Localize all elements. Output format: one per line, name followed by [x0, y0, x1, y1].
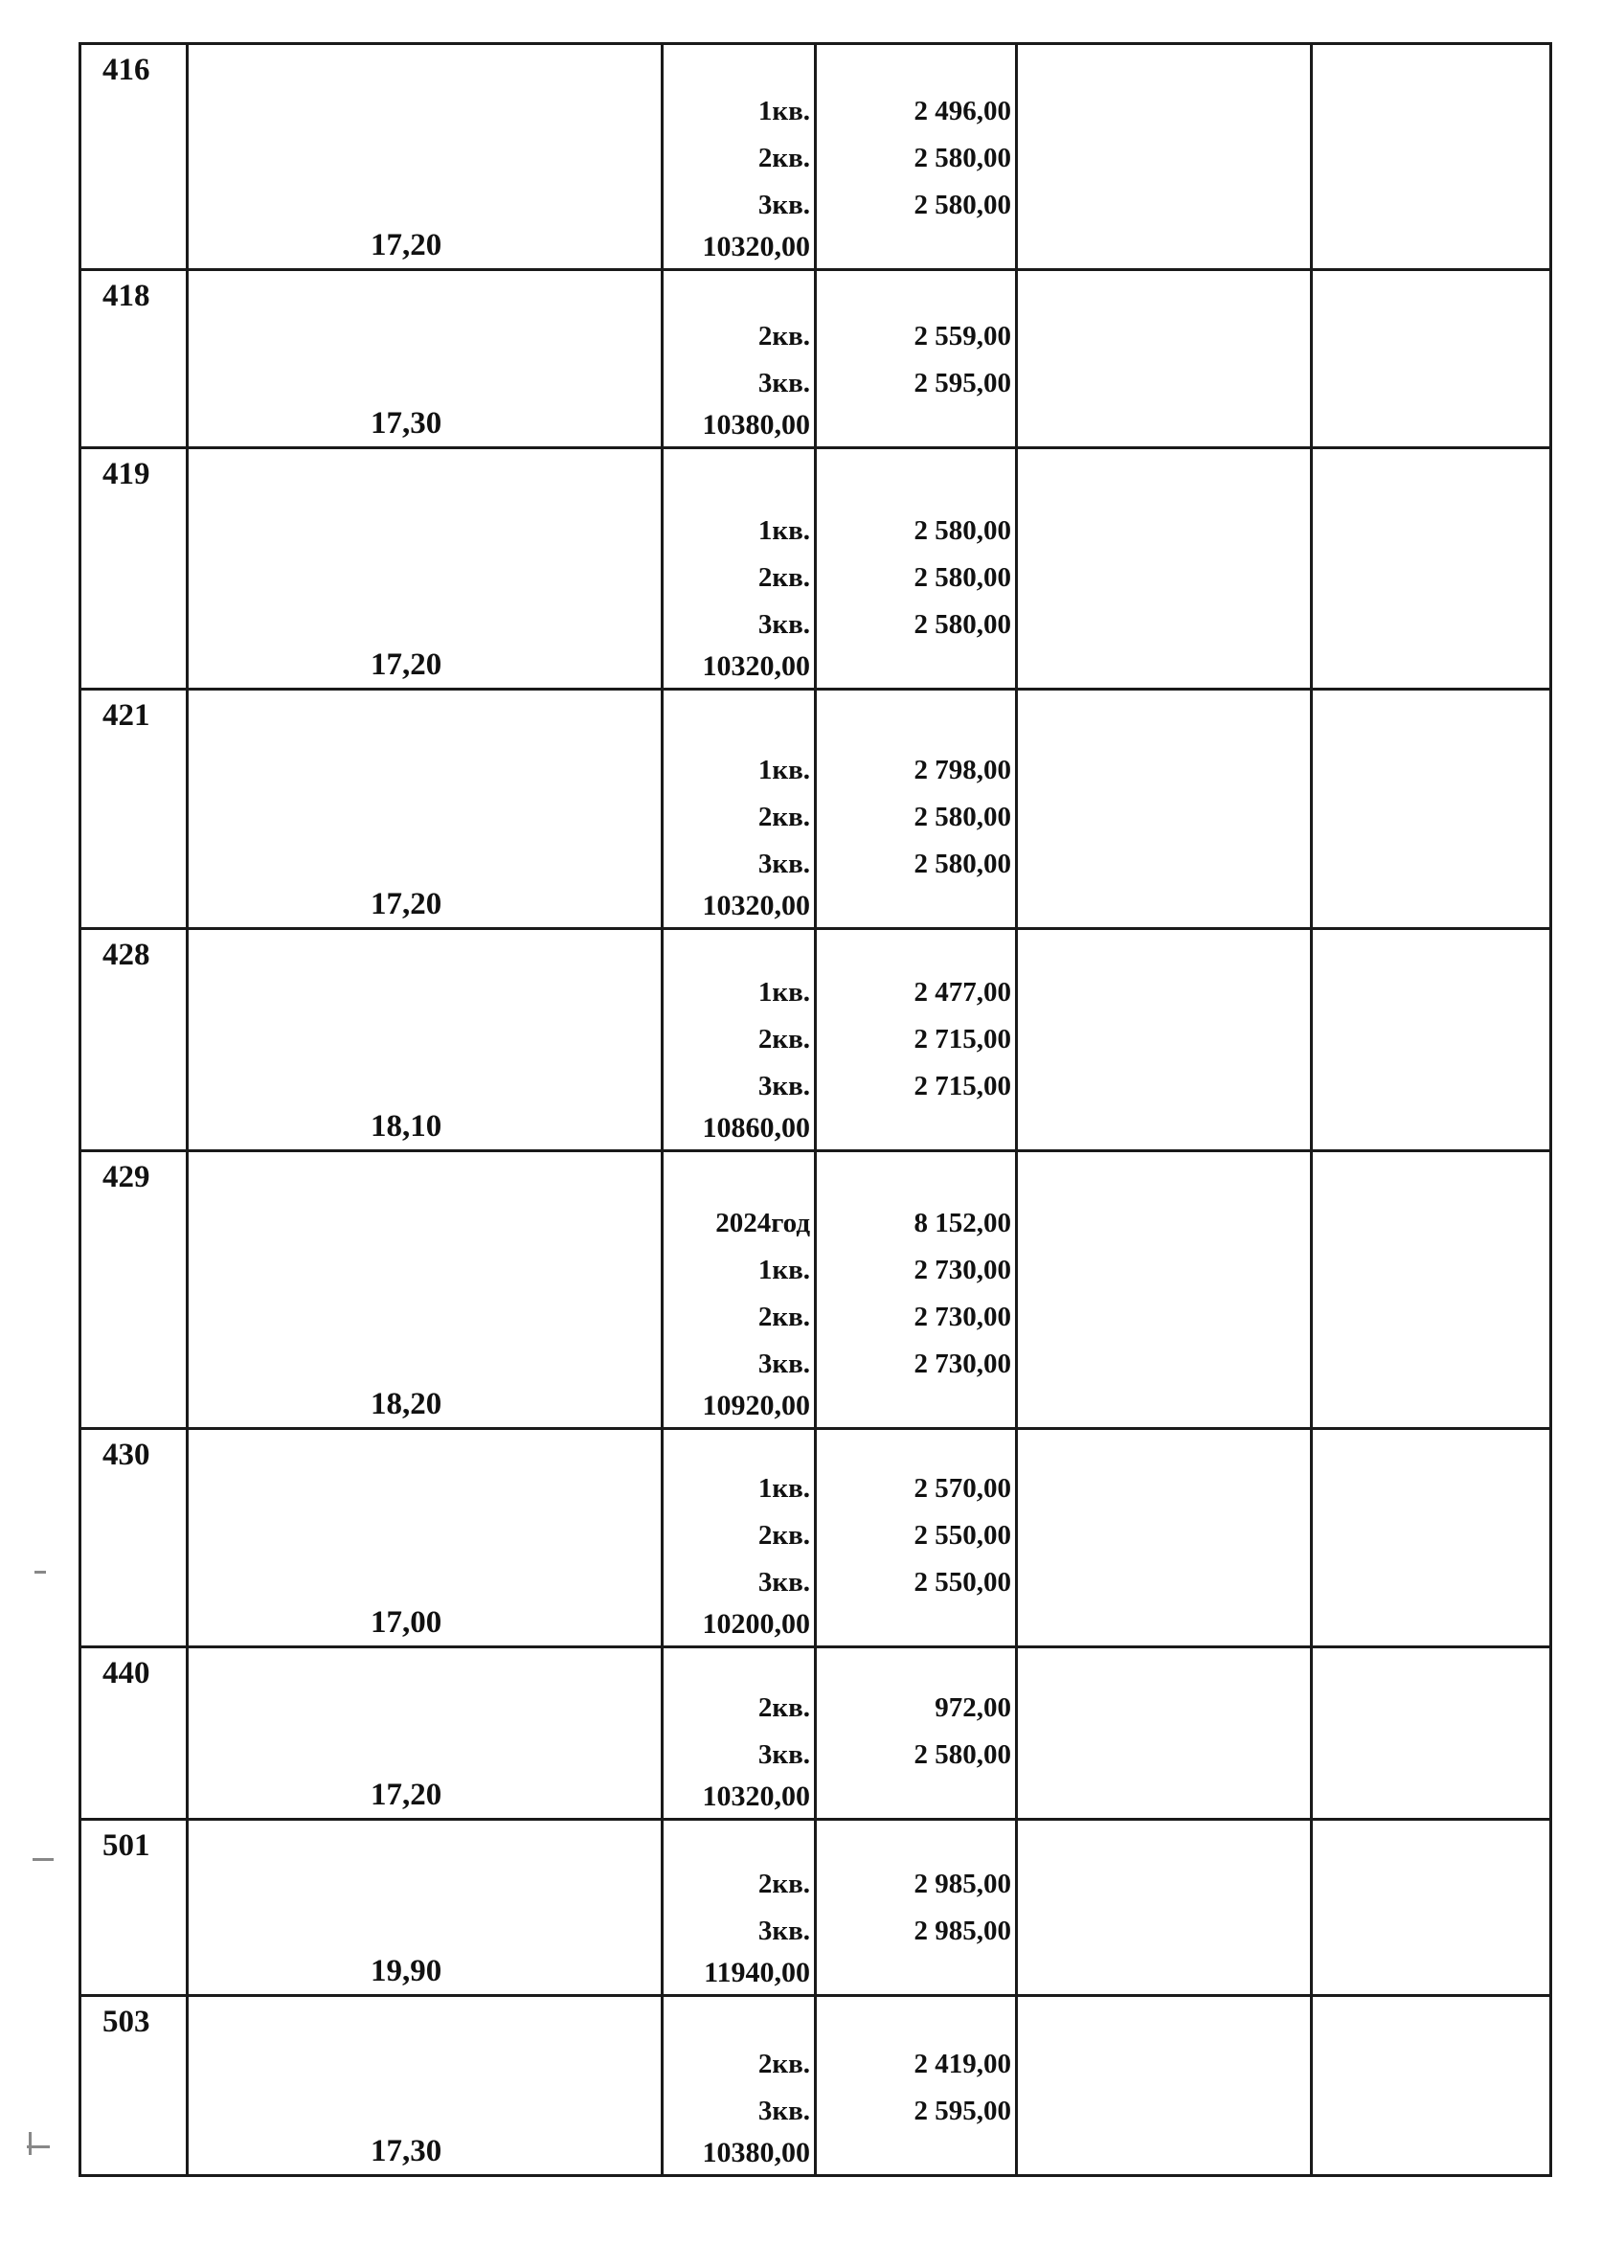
empty-cell — [1017, 929, 1312, 1151]
payment-amount: 2 496,00 — [914, 96, 1011, 126]
scan-mark — [33, 1858, 54, 1861]
period-cell — [663, 1820, 816, 1996]
empty-cell — [1017, 44, 1312, 270]
scan-mark — [34, 1571, 46, 1574]
table-row — [80, 44, 1551, 270]
area-cell — [188, 448, 663, 690]
area-value: 17,30 — [371, 406, 442, 441]
empty-cell — [1017, 1429, 1312, 1647]
empty-cell — [1017, 1820, 1312, 1996]
period-label: 2кв. — [757, 1024, 810, 1055]
period-label: 2кв. — [757, 1302, 810, 1332]
empty-cell — [1312, 448, 1551, 690]
payment-amount: 2 580,00 — [914, 562, 1011, 593]
amount-cell — [816, 1429, 1017, 1647]
period-label: 2кв. — [757, 562, 810, 593]
amount-cell — [816, 44, 1017, 270]
payment-amount: 2 715,00 — [914, 1024, 1011, 1055]
area-value: 17,20 — [371, 887, 442, 921]
amount-spacer — [817, 648, 1015, 685]
amount-cell — [816, 270, 1017, 448]
apartment-number: 503 — [80, 1996, 188, 2176]
period-label: 3кв. — [757, 368, 810, 398]
payment-amount: 2 477,00 — [914, 977, 1011, 1008]
amount-cell — [816, 1647, 1017, 1820]
empty-cell — [1312, 1151, 1551, 1429]
empty-cell — [1312, 690, 1551, 929]
period-cell — [663, 1429, 816, 1647]
area-cell — [188, 1647, 663, 1820]
annual-total: 10380,00 — [702, 409, 810, 441]
payment-amount: 2 550,00 — [914, 1520, 1011, 1551]
payment-amount: 2 580,00 — [914, 849, 1011, 879]
payment-amount: 2 595,00 — [914, 368, 1011, 398]
amount-cell — [816, 1820, 1017, 1996]
apartment-number: 419 — [80, 448, 188, 690]
payment-amount: 8 152,00 — [914, 1208, 1011, 1238]
apartment-number: 440 — [80, 1647, 188, 1820]
table-row — [80, 1820, 1551, 1996]
period-label: 3кв. — [757, 609, 810, 640]
payment-amount: 2 985,00 — [914, 1869, 1011, 1899]
amount-cell — [816, 1996, 1017, 2176]
period-label: 2кв. — [757, 802, 810, 832]
table-row — [80, 690, 1551, 929]
empty-cell — [1312, 929, 1551, 1151]
payment-amount: 2 730,00 — [914, 1255, 1011, 1285]
amount-spacer — [817, 229, 1015, 265]
table-row — [80, 929, 1551, 1151]
payment-amount: 2 985,00 — [914, 1916, 1011, 1946]
amount-cell — [816, 448, 1017, 690]
amount-cell — [816, 929, 1017, 1151]
table-row — [80, 1996, 1551, 2176]
period-label: 3кв. — [757, 190, 810, 220]
period-label: 2кв. — [757, 321, 810, 352]
area-value: 17,30 — [371, 2134, 442, 2168]
area-cell — [188, 1820, 663, 1996]
area-cell — [188, 1429, 663, 1647]
period-cell — [663, 1647, 816, 1820]
period-label: 2кв. — [757, 143, 810, 173]
empty-cell — [1312, 1820, 1551, 1996]
amount-cell — [816, 1151, 1017, 1429]
period-cell — [663, 929, 816, 1151]
amount-spacer — [817, 888, 1015, 924]
table-row — [80, 1647, 1551, 1820]
period-label: 2кв. — [757, 2049, 810, 2079]
empty-cell — [1017, 1151, 1312, 1429]
period-label: 3кв. — [757, 1567, 810, 1598]
empty-cell — [1312, 1429, 1551, 1647]
period-label: 2кв. — [757, 1520, 810, 1551]
area-cell — [188, 929, 663, 1151]
amount-spacer — [817, 1110, 1015, 1146]
payment-amount: 2 580,00 — [914, 143, 1011, 173]
period-label: 1кв. — [757, 1473, 810, 1504]
area-cell — [188, 1996, 663, 2176]
annual-total: 10860,00 — [702, 1112, 810, 1144]
period-label: 3кв. — [757, 849, 810, 879]
payment-amount: 2 570,00 — [914, 1473, 1011, 1504]
scan-mark — [29, 2132, 32, 2155]
apartment-number: 416 — [80, 44, 188, 270]
apartment-number: 418 — [80, 270, 188, 448]
payment-amount: 2 580,00 — [914, 802, 1011, 832]
payment-amount: 2 550,00 — [914, 1567, 1011, 1598]
table-row — [80, 1151, 1551, 1429]
annual-total: 10320,00 — [702, 231, 810, 262]
amount-spacer — [817, 1779, 1015, 1815]
annual-total: 10380,00 — [702, 2137, 810, 2168]
area-value: 19,90 — [371, 1954, 442, 1988]
period-cell — [663, 1996, 816, 2176]
period-label: 3кв. — [757, 1916, 810, 1946]
period-cell — [663, 448, 816, 690]
amount-cell — [816, 690, 1017, 929]
table-row — [80, 448, 1551, 690]
annual-total: 11940,00 — [704, 1957, 810, 1988]
empty-cell — [1017, 1996, 1312, 2176]
area-cell — [188, 44, 663, 270]
apartment-number: 501 — [80, 1820, 188, 1996]
area-value: 17,20 — [371, 1778, 442, 1812]
payment-amount: 2 580,00 — [914, 190, 1011, 220]
period-cell — [663, 44, 816, 270]
period-label: 2кв. — [757, 1692, 810, 1723]
area-cell — [188, 690, 663, 929]
table-row — [80, 1429, 1551, 1647]
annual-total: 10320,00 — [702, 1780, 810, 1812]
payment-amount: 2 595,00 — [914, 2096, 1011, 2126]
apartment-number: 429 — [80, 1151, 188, 1429]
period-label: 3кв. — [757, 1071, 810, 1101]
period-label: 3кв. — [757, 2096, 810, 2126]
area-cell — [188, 1151, 663, 1429]
empty-cell — [1017, 270, 1312, 448]
empty-cell — [1017, 448, 1312, 690]
payment-amount: 2 730,00 — [914, 1302, 1011, 1332]
area-value: 18,10 — [371, 1109, 442, 1144]
period-label: 1кв. — [757, 755, 810, 785]
period-label: 3кв. — [757, 1349, 810, 1379]
period-label: 1кв. — [757, 515, 810, 546]
annual-total: 10200,00 — [702, 1608, 810, 1640]
apartment-payments-table — [79, 42, 1552, 2177]
empty-cell — [1312, 44, 1551, 270]
payment-amount: 2 419,00 — [914, 2049, 1011, 2079]
payment-amount: 2 580,00 — [914, 609, 1011, 640]
empty-cell — [1017, 690, 1312, 929]
payment-amount: 2 559,00 — [914, 321, 1011, 352]
empty-cell — [1312, 1996, 1551, 2176]
period-label: 2024год — [715, 1208, 810, 1238]
empty-cell — [1017, 1647, 1312, 1820]
apartment-number: 430 — [80, 1429, 188, 1647]
period-cell — [663, 1151, 816, 1429]
area-value: 17,20 — [371, 647, 442, 682]
payment-amount: 2 580,00 — [914, 1739, 1011, 1770]
amount-spacer — [817, 2135, 1015, 2171]
empty-cell — [1312, 1647, 1551, 1820]
amount-spacer — [817, 1388, 1015, 1424]
amount-spacer — [817, 407, 1015, 443]
payment-amount: 2 580,00 — [914, 515, 1011, 546]
period-cell — [663, 270, 816, 448]
period-label: 1кв. — [757, 96, 810, 126]
payment-amount: 2 798,00 — [914, 755, 1011, 785]
annual-total: 10320,00 — [702, 650, 810, 682]
period-label: 3кв. — [757, 1739, 810, 1770]
area-cell — [188, 270, 663, 448]
period-label: 1кв. — [757, 1255, 810, 1285]
amount-spacer — [817, 1606, 1015, 1643]
period-label: 2кв. — [757, 1869, 810, 1899]
area-value: 17,20 — [371, 228, 442, 262]
table-row — [80, 270, 1551, 448]
period-label: 1кв. — [757, 977, 810, 1008]
annual-total: 10320,00 — [702, 890, 810, 921]
area-value: 17,00 — [371, 1605, 442, 1640]
payment-amount: 2 730,00 — [914, 1349, 1011, 1379]
annual-total: 10920,00 — [702, 1390, 810, 1421]
payment-amount: 2 715,00 — [914, 1071, 1011, 1101]
apartment-number: 421 — [80, 690, 188, 929]
period-cell — [663, 690, 816, 929]
empty-cell — [1312, 270, 1551, 448]
payment-amount: 972,00 — [935, 1692, 1011, 1723]
apartment-number: 428 — [80, 929, 188, 1151]
amount-spacer — [817, 1955, 1015, 1991]
area-value: 18,20 — [371, 1387, 442, 1421]
